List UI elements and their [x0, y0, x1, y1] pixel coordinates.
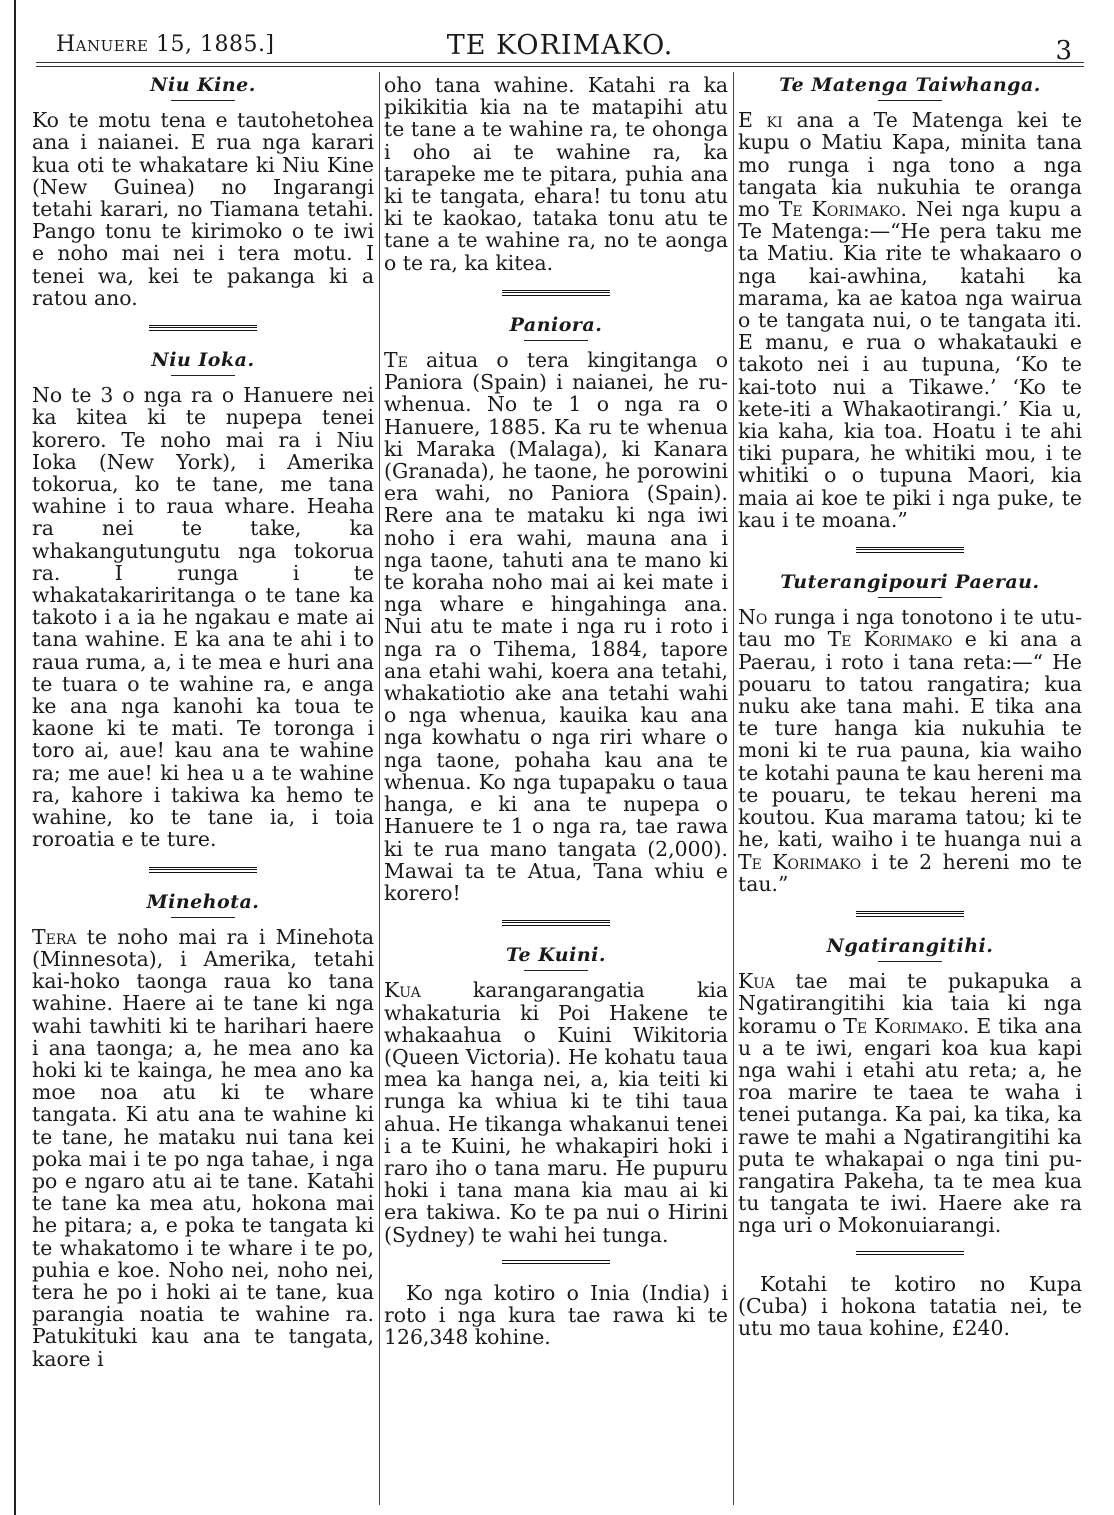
- article-text: karangarangatia kia whakaturia ki Poi Hakene te whakaahua o Kuini Wikitoria (Queen Victoria). He kohatu taua mea ka hanga nei, a, kia teiti ki runga ka whiua ki te tihi taua ahua. He tikanga whakanui tenei i a te Kuini, he whakapiri hoki i raro iho o tana maru. He pupuru hoki i tana mana kia mau ai ki era takiwa. Ko te pa nui o Hirini (Sydney) te wahi hei tunga.: [384, 978, 728, 1247]
- heading-rule: [524, 970, 588, 971]
- page-edge-line: [14, 0, 16, 1515]
- article-heading: Paniora.: [509, 313, 603, 336]
- header-rule: [36, 62, 1084, 63]
- article-body: [384, 979, 728, 1245]
- heading-rule: [878, 100, 942, 101]
- article-body: Ko te motu tena e tautohetohea ana i naianei. E rua nga karari kua oti te whakatare ki Niu Kine (New Guinea) no Ingarangi tetahi karari, no Tiamana tetahi. Pango tonu te kirimoko o te iwi e noho mai nei i tera motu. I tenei wa, kei te pakanga ki a ratou ano.: [32, 108, 374, 310]
- lead-word: Te: [384, 348, 408, 373]
- page-number: 3: [1055, 36, 1072, 66]
- article-body: Kotahi te kotiro no Kupa (Cuba) i hokona tatatia nei, te utu mo taua kohine, £240.: [738, 1271, 1082, 1340]
- article-body: [384, 349, 728, 904]
- article-body: [32, 926, 374, 1370]
- section-separator: [502, 290, 610, 296]
- article-body: [738, 109, 1082, 531]
- column-1: [32, 74, 374, 1501]
- lead-word: Kua: [384, 978, 421, 1003]
- article-text: ana a Te Matenga kei te kupu o Matiu Kapa, minita tana mo runga i nga tono a nga tangata kia nukuhia te oranga mo: [738, 108, 1082, 222]
- article-text: runga i nga tonotono i te utu-tau mo: [738, 605, 1082, 652]
- page-header: [36, 26, 1084, 66]
- article-text: te noho mai ra i Minehota (Minnesota), i Amerika, tetahi kai-hoko taonga raua ko tana wahine. Haere ai te tane ki nga wahi tawhiti ki te harihari haere i ana taonga; a, he mea ano ka hoki ki te kainga, he mea ano ka moe noa atu ki te whare tangata. Ki atu ana te wahine ki te tane, he mataku nui tana kei poka mai i te po nga tahae, i nga po e ngaro atu ai te tane. Katahi te tane ka mea atu, hokona mai he pitara; a, e poka te tangata ki te whakatomo i te whare i te po, puhia e koe. Noho nei, noho nei, tera he po i hoki ai te tane, kua parangia noatia te wahine ra. Patukituki kau ana te tangata, kaore i: [32, 924, 374, 1371]
- section-separator: [856, 911, 964, 917]
- column-divider: [733, 72, 734, 1505]
- paper-name: Te Korimako: [827, 627, 953, 652]
- article-heading: Niu Ioka.: [151, 349, 255, 372]
- masthead-title: TE KORIMAKO.: [446, 30, 674, 61]
- heading-rule: [171, 100, 235, 101]
- lead-word: No: [738, 605, 768, 630]
- section-separator: [856, 547, 964, 553]
- article-text: . Nei nga kupu a Te Matenga:—“He pera taku me ta Matiu. Kia rite te whakaaro o nga kai-awhina, katahi ka marama, ka ae katoa nga wairua o te tangata nui, o te tangata iti. E manu, e rua o whakatauki e takoto nei i au tupuna, ‘Ko te kai-toto nui a Tikawe.’ ‘Ko te kete-iti a Whakaotirangi.’ Kia u, kia kaha, kia toa. Hoatu i te ahi tiki pupara, he whitiki mou, i te whitiki o o tupuna Maori, kia maia ai koe te piki i nga puke, te kau i te moana.”: [738, 197, 1082, 532]
- heading-rule: [171, 375, 235, 376]
- heading-rule: [171, 917, 235, 918]
- section-separator: [502, 1260, 610, 1264]
- lead-word: Kua: [738, 969, 775, 994]
- article-heading: Tuterangipouri Paerau.: [780, 571, 1040, 594]
- paper-name: Te Korimako: [738, 849, 862, 874]
- section-separator: [502, 920, 610, 926]
- column-divider: [379, 72, 380, 1505]
- section-separator: [856, 1251, 964, 1255]
- heading-rule: [524, 340, 588, 341]
- article-heading: Ngatirangitihi.: [826, 934, 994, 957]
- article-heading: Niu Kine.: [150, 74, 256, 96]
- issue-date: Hanuere 15, 1885.]: [56, 32, 275, 57]
- lead-word: E ki: [738, 108, 783, 133]
- section-separator: [149, 867, 257, 873]
- article-text: . E tika ana u a te iwi, engari koa kua kapi nga wahi i etahi atu reta; a, he roa marire te taea te waha i tenei putanga. Ka pai, ka tika, ka rawe te mahi a Ngatirangitihi ka puta te whakapai o nga tini pu-rangatira Pakeha, ta te mea kua tu tangata te iwi. Haere ake ra nga uri o Mokonuiarangi.: [738, 1013, 1082, 1238]
- header-rule-secondary: [36, 66, 1084, 67]
- article-text: i te 2 hereni mo te tau.”: [738, 849, 1082, 896]
- article-body: [738, 606, 1082, 895]
- article-body: Ko nga kotiro o Inia (India) i roto i nga kura tae rawa ki te 126,348 kohine.: [384, 1280, 728, 1350]
- article-text: tae mai te pukapuka a Ngatirangitihi kia taia ki nga koramu o: [738, 969, 1082, 1038]
- article-heading: Te Kuini.: [506, 944, 606, 967]
- paper-name: Te Korimako: [778, 197, 901, 222]
- article-heading: Minehota.: [146, 890, 260, 913]
- lead-word: Tera: [32, 924, 77, 949]
- article-body: oho tana wahine. Katahi ra ka pikikitia kia na te matapihi atu te tane a te wahine ra, te ohonga i oho ai te wahine ra, ka tarapeke me te pitara, puhia ana ki te tangata, ehara! tu tonu atu ki te kaokao, tataka tonu atu te tane a te wahine ra, no te aonga o te ra, ka kitea.: [384, 74, 728, 275]
- column-3: [738, 74, 1082, 1501]
- heading-rule: [878, 597, 942, 598]
- article-heading: Te Matenga Taiwhanga.: [779, 74, 1041, 96]
- article-text: e ki ana a Paerau, i roto i tana reta:—“ He pouaru to tatou rangatira; kua nuku ake tana mahi. E tika ana te ture hanga kia nukuhia te moni ki te rua pauna, kia waiho te kotahi pauna te kau hereni ma te pouaru, te tekau hereni ma koutou. Kua marama tatou; ki te he, kati, waiho i te huanga nui a: [738, 627, 1082, 852]
- column-2: [384, 74, 728, 1501]
- article-text: aitua o tera kingitanga o Paniora (Spain) i naianei, he ru-whenua. No te 1 o nga ra o Hanuere, 1885. Ka ru te whenua ki Maraka (Malaga), ki Kanara (Granada), he taone, he porowini era wahi, no Paniora (Spain). Rere ana te mataku ki nga iwi noho i era wahi, mauna ana i nga taone, tahuti ana te mano ki te koraha noho mai ai kei mate i nga whare e hingahinga ana. Nui atu te mate i nga ru i roto i nga ra o Tihema, 1884, tapore ana etahi wahi, koera ana tetahi, whakatiotio ake ana tetahi wahi o nga whenua, kauika kau ana nga kowhatu o nga riri whare o nga taone, pohaha kau ana te whenua. Ko nga tupapaku o taua hanga, e ki ana te nupepa o Hanuere te 1 o nga ra, tae rawa ki te rua mano tangata (2,000). Mawai ta te Atua, Tana whiu e korero!: [384, 348, 728, 905]
- paper-name: Te Korimako: [843, 1013, 963, 1038]
- article-body: [738, 970, 1082, 1236]
- heading-rule: [878, 961, 942, 962]
- section-separator: [149, 325, 257, 331]
- article-body: No te 3 o nga ra o Hanuere nei ka kitea ki te nupepa tenei korero. Te noho mai ra i Niu Ioka (New York), i Amerika tokorua, ko te tane, me tana wahine i to raua whare. Heaha ra nei te take, ka whakangutungutu nga tokorua ra. I runga i te whakatakariritanga o te tane ka takoto i a ia he ngakau e mate ai tana wahine. E ka ana te ahi i to raua ruma, a, i te mea e huri ana te tuara o te wahine ra, e anga ke ana nga kanohi ka toua te kaone ki te mati. Te toronga i toro ai, aue! kau ana te wahine ra; me aue! ki hea u a te wahine ra, kahore i takiwa ka hemo te wahine, ko te tane ia, i toia roroatia e te ture.: [32, 383, 374, 852]
